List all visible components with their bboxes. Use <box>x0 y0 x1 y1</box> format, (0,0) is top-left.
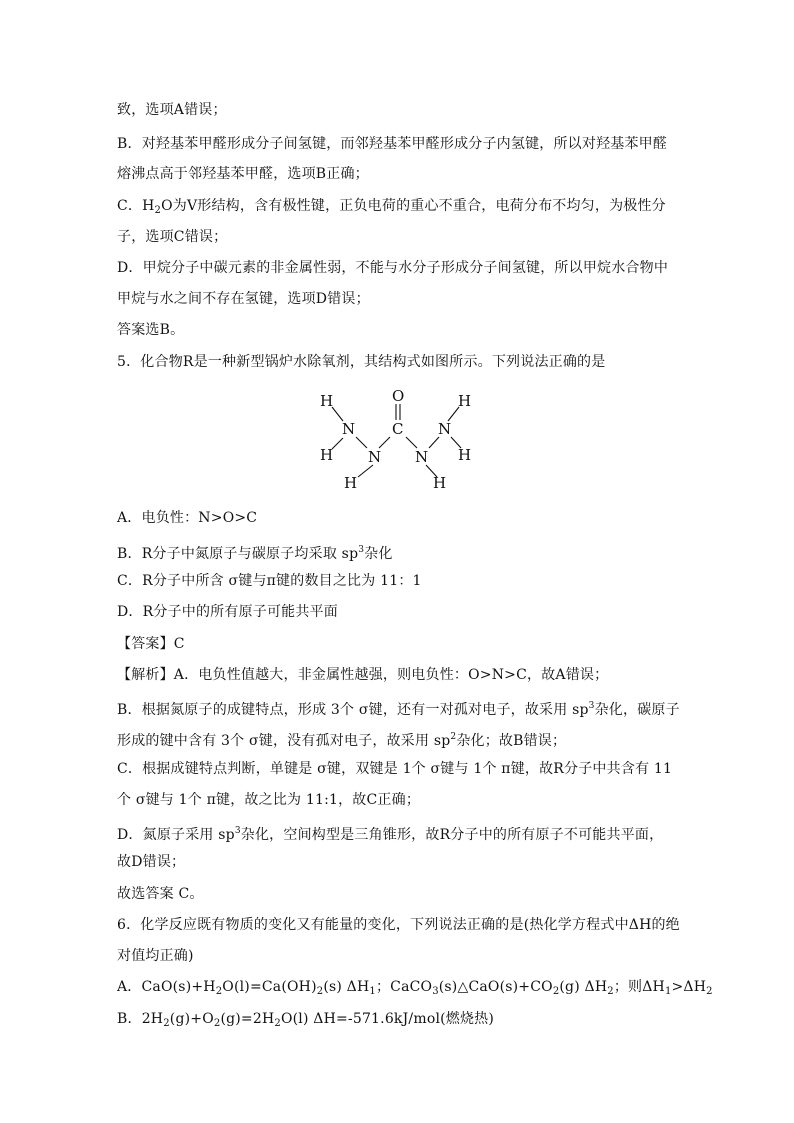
text-run: (s) <box>438 979 458 995</box>
bond-line <box>358 465 373 477</box>
atom-carbon: C <box>392 420 404 438</box>
text-run: A．CaO(s)+H <box>117 979 216 995</box>
text-run: 杂化 <box>364 546 393 562</box>
option-d: D．R分子中的所有原子可能共平面 <box>117 604 338 620</box>
subscript: 2 <box>215 986 223 997</box>
text-line: D．甲烷分子中碳元素的非金属性弱，不能与水分子形成分子间氢键，所以甲烷水合物中 <box>117 260 669 276</box>
question-5-stem: 5．化合物R是一种新型锅炉水除氧剂，其结构式如图所示。下列说法正确的是 <box>117 354 606 370</box>
bond-line <box>356 437 367 448</box>
superscript: 2 <box>450 732 457 742</box>
superscript: 3 <box>588 701 595 711</box>
text-line: 故选答案 C。 <box>117 886 204 902</box>
bond-line <box>332 407 343 421</box>
text-run: O(l) ΔH=-571.6kJ/mol(燃烧热) <box>280 1011 495 1027</box>
atom-nitrogen: N <box>368 448 382 466</box>
text-line <box>117 196 666 221</box>
text-line: 子，选项C错误； <box>117 229 228 245</box>
option-a: A．电负性：N>O>C <box>117 510 258 526</box>
option-b <box>117 540 393 564</box>
text-line <box>117 696 680 720</box>
bond-line <box>429 437 439 448</box>
text-run: D．氮原子采用 sp <box>117 827 235 843</box>
text-run: O为V形结构，含有极性键，正负电荷的重心不重合，电荷分布不均匀，为极性分 <box>161 198 666 214</box>
text-run: O(l)=Ca(OH) <box>222 979 317 995</box>
atom-hydrogen: H <box>458 446 472 464</box>
subscript: 1 <box>369 986 376 997</box>
atom-hydrogen: H <box>458 392 472 410</box>
text-run: >ΔH <box>671 979 707 995</box>
superscript: 3 <box>358 545 365 555</box>
option-b <box>117 1009 494 1034</box>
subscript: 3 <box>432 986 439 997</box>
atom-hydrogen: H <box>320 392 334 410</box>
option-a <box>117 977 713 1002</box>
text-line: 故D错误； <box>117 854 186 870</box>
answer-label: 【答案】C <box>117 636 185 652</box>
text-run: B．R分子中氮原子与碳原子均采取 sp <box>117 546 359 562</box>
text-run: ；则ΔH <box>613 979 665 995</box>
bond-line <box>332 438 343 449</box>
atom-hydrogen: H <box>344 474 358 492</box>
superscript: 3 <box>234 826 241 836</box>
question-6-stem: 6．化学反应既有物质的变化又有能量的变化，下列说法正确的是(热化学方程式中ΔH的绝 <box>117 917 680 933</box>
text-run: (s) ΔH <box>323 979 370 995</box>
text-line <box>117 727 566 751</box>
text-run: 杂化，碳原子 <box>594 702 680 718</box>
option-c: C．R分子中所含 σ键与π键的数目之比为 11：1 <box>117 573 422 589</box>
structural-formula-diagram <box>300 385 500 495</box>
text-run: ；CaCO <box>375 979 433 995</box>
text-line: 熔沸点高于邻羟基苯甲醛，选项B正确； <box>117 166 369 182</box>
atom-nitrogen: N <box>438 420 452 438</box>
text-run: C．H <box>117 198 155 214</box>
text-run: (g)+O <box>169 1011 214 1027</box>
text-run: 形成的键中含有 3个 σ键，没有孤对电子，故采用 sp <box>117 733 451 749</box>
text-line: 甲烷与水之间不存在氢键，选项D错误； <box>117 291 370 307</box>
text-run: CaO(s)+CO <box>468 979 553 995</box>
analysis-text: 【解析】A．电负性值越大，非金属性越强，则电负性：O>N>C，故A错误； <box>117 667 609 683</box>
subscript: 2 <box>163 1018 170 1029</box>
atom-nitrogen: N <box>415 448 429 466</box>
text-run: B．2H <box>117 1011 164 1027</box>
text-line: 答案选B。 <box>117 322 185 338</box>
text-line: B．对羟基苯甲醛形成分子间氢键，而邻羟基苯甲醛形成分子内氢键，所以对羟基苯甲醛 <box>117 136 668 152</box>
subscript: 2 <box>213 1018 221 1029</box>
subscript: 2 <box>607 986 614 997</box>
heating-symbol: △ <box>457 979 469 995</box>
text-line <box>117 821 663 845</box>
text-line: 个 σ键与 1个 π键，故之比为 11:1，故C正确； <box>117 792 421 808</box>
atom-nitrogen: N <box>342 420 356 438</box>
text-run: (g) ΔH <box>559 979 608 995</box>
atom-oxygen: O <box>392 387 405 405</box>
text-run: 杂化，空间构型是三角锥形，故R分子中的所有原子不可能共平面， <box>240 827 664 843</box>
text-run: (g)=2H <box>220 1011 275 1027</box>
atom-hydrogen: H <box>320 446 334 464</box>
atom-hydrogen: H <box>433 474 447 492</box>
text-line: 对值均正确) <box>117 948 194 964</box>
subscript: 2 <box>316 986 324 997</box>
subscript: 1 <box>664 986 672 997</box>
bond-line <box>379 437 390 448</box>
subscript: 2 <box>706 986 713 997</box>
subscript: 2 <box>154 205 162 216</box>
text-line: 致，选项A错误； <box>117 102 227 118</box>
text-run: 杂化；故B错误； <box>456 733 567 749</box>
bond-line <box>406 437 417 448</box>
text-run: B．根据氮原子的成键特点，形成 3个 σ键，还有一对孤对电子，故采用 sp <box>117 702 589 718</box>
text-line: C．根据成键特点判断，单键是 σ键，双键是 1个 σ键与 1个 π键，故R分子中共含有 11 <box>117 761 673 777</box>
subscript: 2 <box>274 1018 281 1029</box>
subscript: 2 <box>552 986 560 997</box>
